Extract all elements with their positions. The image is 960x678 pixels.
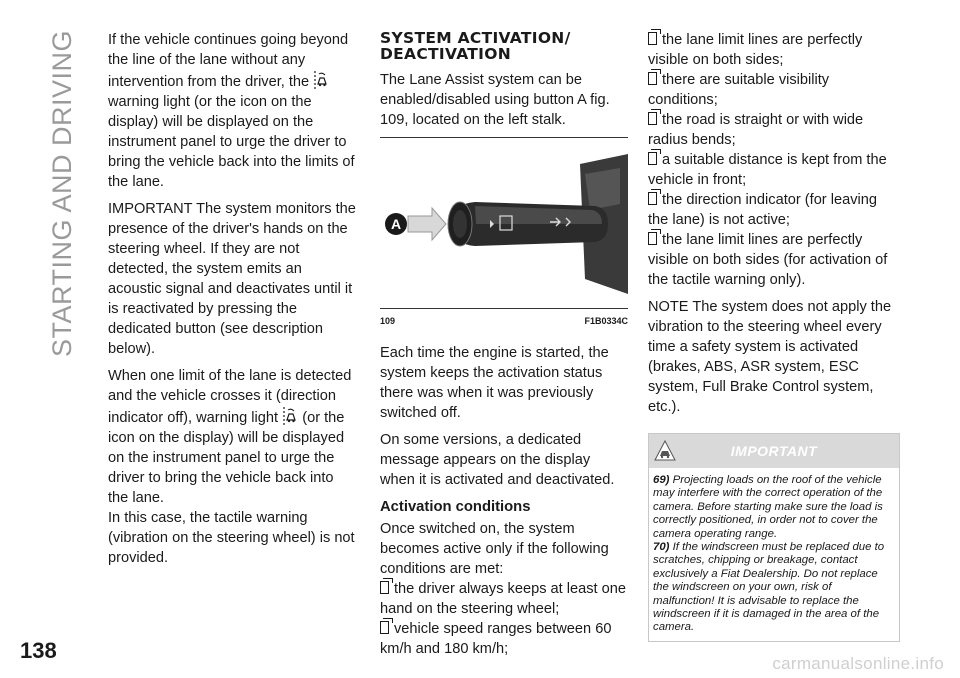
paragraph-text: If the vehicle continues going beyond the line of the lane without any intervention from the driver, the	[108, 32, 349, 90]
paragraph-note: NOTE The system does not apply the vibration to the steering wheel every time a safety system is activated (brakes, ABS, ASR system, ESC system, Full Brake Control system, etc.).	[648, 299, 892, 415]
important-body	[649, 468, 899, 641]
list-item	[648, 230, 900, 290]
list-item	[648, 70, 900, 110]
figure-rule-top	[380, 137, 628, 138]
column-2	[380, 30, 628, 659]
important-box	[648, 433, 900, 642]
page-number: 138	[20, 638, 57, 663]
list-item-text: the lane limit lines are perfectly visible on both sides;	[648, 32, 863, 68]
stalk-illustration	[380, 144, 628, 304]
checkbox-bullet-icon	[648, 32, 657, 45]
paragraph-text: (or the icon on the display) will be displayed on the instrument panel to urge the driver to bring the vehicle back into the lane.	[108, 410, 345, 506]
important-item-number: 70)	[653, 541, 670, 554]
important-item-number: 69)	[653, 474, 670, 486]
important-item-text: Projecting loads on the roof of the vehicle may interfere with the correct operation of the camera. Before starting make sure the load is correctly positioned, in order not to cover the camera operating range.	[653, 474, 883, 540]
paragraph-message: On some versions, a dedicated message appears on the display when it is activated and deactivated.	[380, 432, 615, 488]
figure-number: 109	[380, 316, 396, 326]
checkbox-bullet-icon	[648, 72, 657, 85]
paragraph-status: Each time the engine is started, the system keeps the activation status there was when it was previously switched off.	[380, 345, 609, 421]
list-item-text: there are suitable visibility conditions;	[648, 72, 830, 108]
callout-a-label: A	[390, 216, 402, 232]
list-item	[648, 30, 900, 70]
section-side-label	[40, 30, 84, 358]
checkbox-bullet-icon	[648, 152, 657, 165]
list-item-text: the road is straight or with wide radius bends;	[648, 112, 864, 148]
paragraph-conditions: Once switched on, the system becomes active only if the following conditions are met:	[380, 521, 609, 577]
figure-code: F1B0334C	[584, 316, 628, 326]
figure-caption	[380, 311, 628, 331]
list-item-text: the driver always keeps at least one hand on the steering wheel;	[380, 581, 627, 617]
figure-109	[380, 137, 628, 331]
checkbox-bullet-icon	[648, 192, 657, 205]
subheading-activation: Activation conditions	[380, 499, 531, 515]
list-item	[648, 190, 900, 230]
lane-assist-warning-icon	[313, 70, 327, 90]
lane-assist-warning-icon	[282, 406, 296, 426]
list-item	[648, 110, 900, 150]
paragraph-important-hands: IMPORTANT The system monitors the presence of the driver's hands on the steering wheel. If they are not detected, the system emits an acoustic signal and deactivates until it is reactivated by pressing the dedicated button (see description below).	[108, 201, 356, 357]
paragraph-text: warning light (or the icon on the display) will be displayed on the instrument panel to urge the driver to bring the vehicle back into the limits of the lane.	[108, 94, 355, 190]
paragraph-lane-departure	[108, 30, 356, 192]
checkbox-bullet-icon	[380, 581, 389, 594]
list-item-text: vehicle speed ranges between 60 km/h and 180 km/h;	[380, 621, 612, 657]
important-item	[653, 541, 895, 635]
figure-rule-bottom	[380, 308, 628, 309]
important-item	[653, 474, 895, 541]
important-item-text: If the windscreen must be replaced due to scratches, chipping or breakage, contact exclusively a Fiat Dealership. Do not replace the windscreen on your own, risk of malfunction! It is advisable to replace the windscreen if it is damaged in the area of the camera.	[653, 541, 885, 634]
paragraph-tactile: In this case, the tactile warning (vibration on the steering wheel) is not provided.	[108, 510, 355, 566]
list-item	[380, 579, 628, 619]
list-item	[380, 619, 628, 659]
paragraph-lane-limit	[108, 366, 356, 508]
watermark: carmanualsonline.info	[772, 654, 944, 673]
column-3	[648, 30, 900, 642]
checkbox-bullet-icon	[380, 621, 389, 634]
important-header	[649, 434, 899, 468]
section-heading: SYSTEM ACTIVATION/ DEACTIVATION	[380, 29, 571, 63]
warning-car-icon	[653, 439, 677, 463]
list-item-text: a suitable distance is kept from the vehicle in front;	[648, 152, 887, 188]
list-item-text: the lane limit lines are perfectly visible on both sides (for activation of the tactile warning only).	[648, 232, 888, 288]
column-1	[108, 30, 356, 575]
checkbox-bullet-icon	[648, 112, 657, 125]
list-item-text: the direction indicator (for leaving the lane) is not active;	[648, 192, 877, 228]
list-item	[648, 150, 900, 190]
important-label: IMPORTANT	[730, 443, 818, 459]
paragraph-enable: The Lane Assist system can be enabled/disabled using button A fig. 109, located on the left stalk.	[380, 72, 610, 128]
section-label-text: STARTING AND DRIVING	[46, 30, 77, 358]
checkbox-bullet-icon	[648, 232, 657, 245]
paragraph-text: When one limit of the lane is detected and the vehicle crosses it (direction indicator off), warning light	[108, 368, 352, 426]
